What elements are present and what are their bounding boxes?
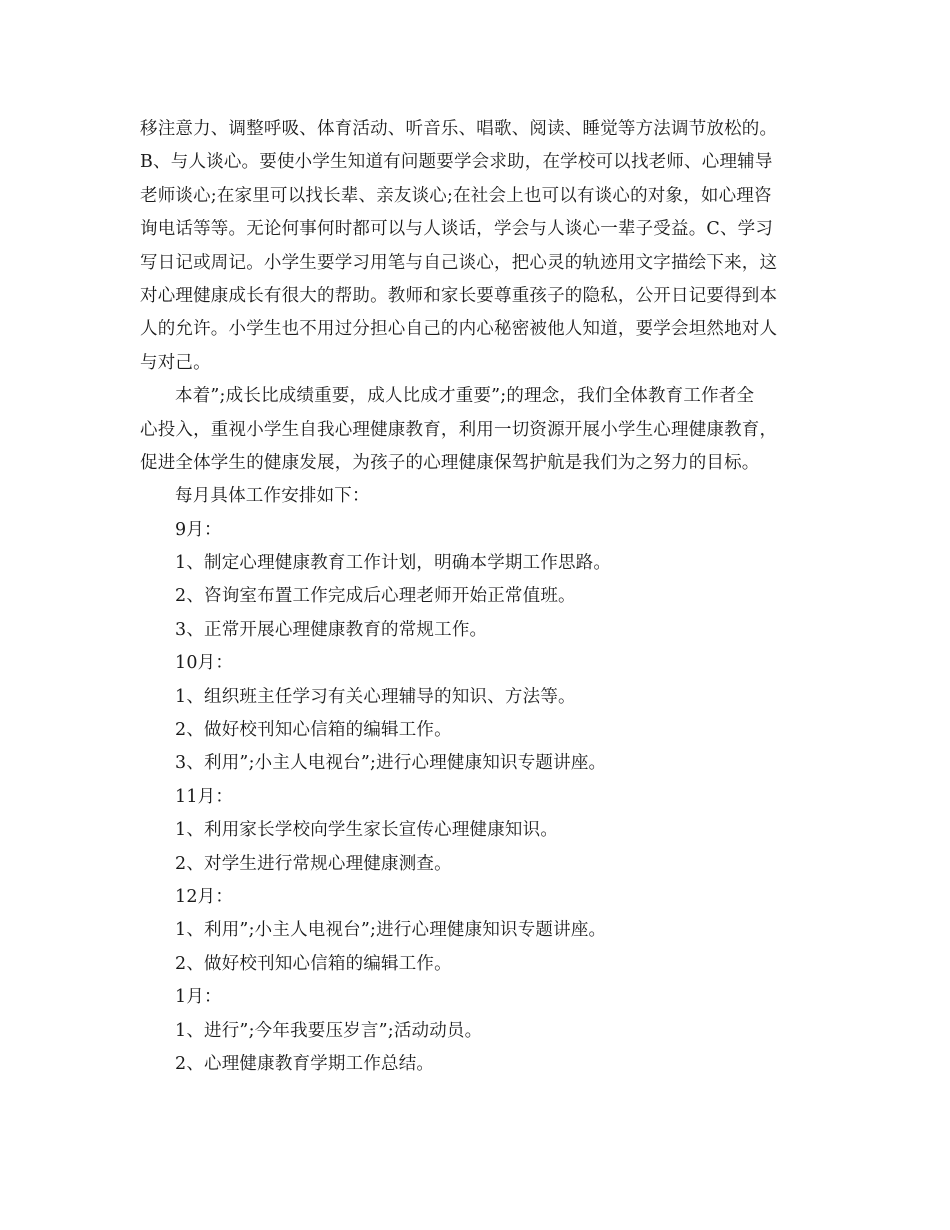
- text-line: 2、对学生进行常规心理健康测查。: [175, 853, 452, 874]
- text-line: 1月：: [175, 987, 222, 1008]
- text-line: 1、利用”;小主人电视台”;进行心理健康知识专题讲座。: [175, 920, 607, 941]
- text-line: 人的允许。小学生也不用过分担心自己的内心秘密被他人知道，要学会坦然地对人: [140, 319, 778, 340]
- text-line: 2、心理健康教育学期工作总结。: [175, 1053, 435, 1074]
- text-line: 老师谈心;在家里可以找长辈、亲友谈心;在社会上也可以有谈心的对象，如心理咨: [140, 185, 772, 206]
- text-line: 本着”;成长比成绩重要，成人比成才重要”;的理念，我们全体教育工作者全: [175, 386, 755, 407]
- text-line: 每月具体工作安排如下：: [175, 486, 370, 507]
- text-line: 与对己。: [140, 352, 211, 373]
- text-line: 心投入，重视小学生自我心理健康教育，利用一切资源开展小学生心理健康教育，: [140, 419, 778, 440]
- text-line: 1、进行”;今年我要压岁言”;活动动员。: [175, 1020, 483, 1041]
- text-line: 写日记或周记。小学生要学习用笔与自己谈心，把心灵的轨迹用文字描绘下来，这: [140, 252, 778, 273]
- text-line: 促进全体学生的健康发展，为孩子的心理健康保驾护航是我们为之努力的目标。: [140, 452, 760, 473]
- text-line: 3、利用”;小主人电视台”;进行心理健康知识专题讲座。: [175, 753, 607, 774]
- text-line: 2、做好校刊知心信箱的编辑工作。: [175, 720, 452, 741]
- text-line: 询电话等等。无论何事何时都可以与人谈话，学会与人谈心一辈子受益。C、学习: [140, 219, 774, 240]
- text-line: 1、组织班主任学习有关心理辅导的知识、方法等。: [175, 686, 576, 707]
- text-line: 3、正常开展心理健康教育的常规工作。: [175, 619, 488, 640]
- text-line: 1、制定心理健康教育工作计划，明确本学期工作思路。: [175, 553, 612, 574]
- text-line: 2、咨询室布置工作完成后心理老师开始正常值班。: [175, 586, 576, 607]
- text-line: B、与人谈心。要使小学生知道有问题要学会求助，在学校可以找老师、心理辅导: [140, 152, 773, 173]
- text-line: 1、利用家长学校向学生家长宣传心理健康知识。: [175, 820, 559, 841]
- text-line: 12月：: [175, 886, 234, 907]
- text-line: 11月：: [175, 786, 234, 807]
- text-line: 10月：: [175, 653, 234, 674]
- text-line: 2、做好校刊知心信箱的编辑工作。: [175, 953, 452, 974]
- text-line: 移注意力、调整呼吸、体育活动、听音乐、唱歌、阅读、睡觉等方法调节放松的。: [140, 119, 778, 139]
- document-body: [140, 113, 820, 1081]
- text-line: 对心理健康成长有很大的帮助。教师和家长要尊重孩子的隐私，公开日记要得到本: [140, 285, 778, 306]
- text-line: 9月：: [175, 519, 222, 540]
